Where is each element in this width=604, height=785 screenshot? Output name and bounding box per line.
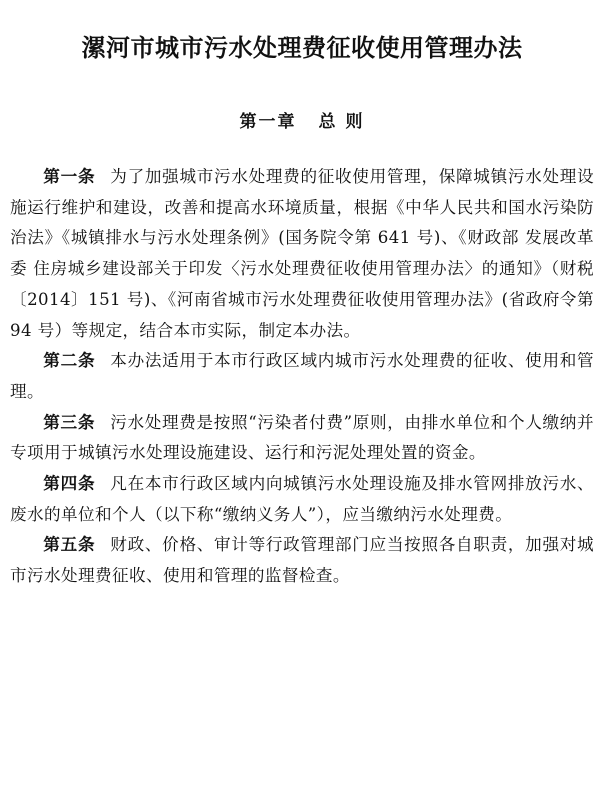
article-text: 污水处理费是按照“污染者付费”原则，由排水单位和个人缴纳并专项用于城镇污水处理设施建设、运行和污泥处理处置的资金。 [10, 412, 594, 463]
article-list [10, 162, 594, 592]
article-number: 第五条 [43, 535, 96, 555]
article-number: 第二条 [43, 351, 96, 371]
article-text: 为了加强城市污水处理费的征收使用管理，保障城镇污水处理设施运行维护和建设，改善和提高水环境质量，根据《中华人民共和国水污染防治法》《城镇排水与污水处理条例》(国务院令第 641 号)、《财政部 发展改革委 住房城乡建设部关于印发〈污水处理费征收使用管理办法〉的通知》（财税〔2014〕151 号)、《河南省城市污水处理费征收使用管理办法》(省政府令第 94 号）等规定，结合本市实际，制定本办法。 [10, 167, 595, 340]
article-number: 第一条 [43, 167, 96, 186]
article-text: 财政、价格、审计等行政管理部门应当按照各自职责，加强对城市污水处理费征收、使用和管理的监督检查。 [10, 535, 595, 586]
chapter-heading [10, 110, 594, 134]
document-title: 漯河市城市污水处理费征收使用管理办法 [81, 34, 523, 62]
article-number: 第四条 [43, 474, 96, 494]
chapter-name: 总 则 [318, 112, 365, 132]
article-number: 第三条 [43, 412, 96, 432]
article-3 [10, 408, 594, 469]
article-5 [10, 530, 594, 591]
article-1 [10, 162, 594, 346]
chapter-number: 第一章 [239, 112, 297, 132]
article-text: 本办法适用于本市行政区域内城市污水处理费的征收、使用和管理。 [10, 351, 595, 401]
article-4 [10, 469, 594, 530]
article-2 [10, 346, 594, 407]
article-text: 凡在本市行政区域内向城镇污水处理设施及排水管网排放污水、废水的单位和个人（以下称“缴纳义务人”），应当缴纳污水处理费。 [10, 474, 595, 524]
